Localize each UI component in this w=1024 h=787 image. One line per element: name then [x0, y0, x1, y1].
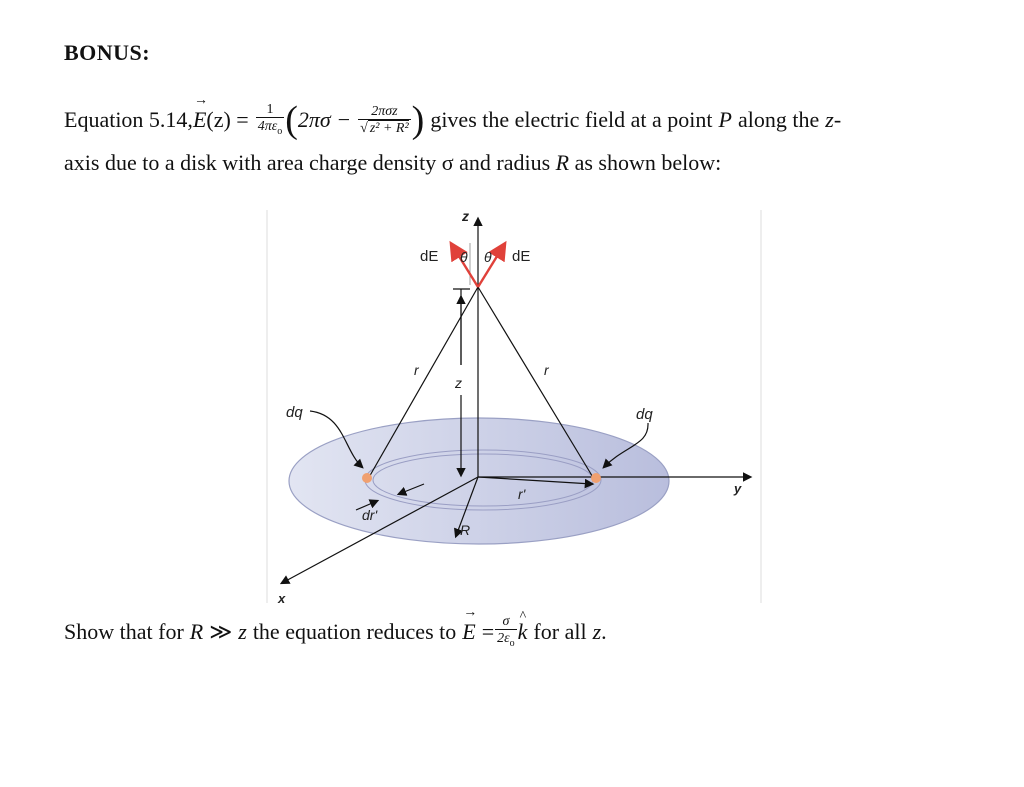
line2-text: axis due to a disk with area charge density σ and radius — [64, 150, 551, 175]
frac1-numerator: 1 — [266, 101, 274, 117]
open-paren: ( — [285, 99, 298, 141]
reduces-text: the equation reduces to — [252, 619, 457, 644]
close-paren: ) — [411, 99, 425, 141]
r-prime-label: r' — [518, 486, 526, 502]
period: . — [601, 619, 607, 644]
small-z: z — [238, 619, 247, 644]
frac2-denominator: √ z² + R² — [360, 121, 409, 136]
z-dimension-label: z — [455, 375, 462, 391]
after-equation-text: gives the electric field at a point — [430, 107, 713, 132]
big-r: R — [189, 619, 204, 644]
r-label-left: r — [414, 362, 419, 378]
point-p: P — [718, 107, 732, 132]
vector-e-symbol: → E — [193, 107, 206, 133]
dr-prime-label: dr' — [362, 507, 378, 523]
fraction-sigma-over-2eps — [495, 614, 517, 651]
vector-e-result: → E — [462, 619, 475, 645]
radius-r: R — [555, 150, 570, 175]
for-all-text: for all — [533, 619, 587, 644]
frac3-denominator: $2\varepsilon_o$ — [497, 630, 515, 649]
line2-end: as shown below: — [574, 150, 722, 175]
R-label: R — [460, 522, 471, 538]
dq-label-left: dq — [286, 404, 303, 421]
dE-label-left: dE — [420, 248, 439, 265]
z-axis-label: z — [462, 208, 469, 224]
y-axis-label: y — [734, 481, 742, 496]
paragraph-line-1 — [64, 92, 841, 148]
dE-label-right: dE — [512, 248, 531, 265]
frac2-numerator: 2πσz — [371, 104, 398, 119]
paragraph-line-2 — [64, 150, 721, 176]
theta-label-left: θ — [460, 249, 468, 265]
fraction-one-over-4pi-eps — [256, 102, 285, 139]
x-axis-label: x — [278, 591, 286, 605]
charged-disk — [289, 418, 669, 544]
axis-z: z — [825, 107, 834, 132]
intro-text: Equation 5.14, — [64, 107, 193, 132]
fraction-2pi-sigma-z — [358, 104, 411, 136]
dq-label-right: dq — [636, 406, 653, 423]
much-greater-than: ≫ — [209, 619, 233, 644]
r-label-right: r — [544, 362, 549, 378]
theta-label-right: θ — [484, 249, 492, 265]
z-end: z — [592, 619, 602, 644]
term-2pi-sigma: 2πσ − — [297, 107, 352, 132]
lhs-argument: (z) = — [206, 107, 249, 132]
heading-bonus: BONUS: — [64, 40, 151, 65]
charge-element-right — [591, 473, 601, 483]
show-text: Show that for — [64, 619, 184, 644]
equals-sign: = — [481, 619, 495, 644]
paragraph-line-3 — [64, 612, 607, 652]
dash: - — [833, 107, 842, 132]
charge-element-left — [362, 473, 372, 483]
frac3-numerator: σ — [502, 613, 510, 629]
k-hat: ^ k — [518, 619, 528, 645]
frac1-denominator: $4\pi\varepsilon_o$ — [257, 118, 283, 137]
disk-field-figure — [264, 205, 764, 605]
along-text: along the — [737, 107, 820, 132]
